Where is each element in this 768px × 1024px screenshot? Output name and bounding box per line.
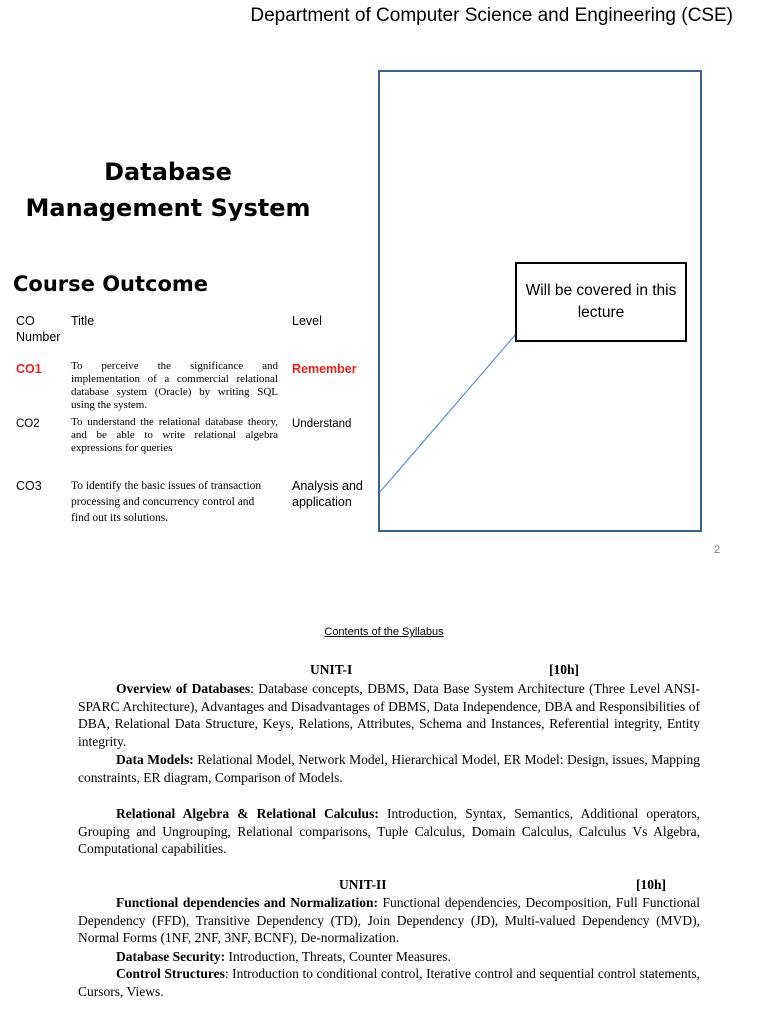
fd-label: Functional dependencies and Normalization: bbox=[116, 895, 378, 910]
unit1-overview bbox=[78, 680, 700, 750]
co1-id: CO1 bbox=[16, 362, 42, 376]
control-text: : Introduction to conditional control, Iterative control and sequential control statements, Cursors, Views. bbox=[78, 966, 700, 999]
control-label: Control Structures bbox=[116, 966, 225, 981]
title-line-1: Database bbox=[104, 158, 232, 186]
header-title: Title bbox=[71, 314, 95, 328]
unit2-functional-dependencies bbox=[78, 894, 700, 947]
syllabus-title: Contents of the Syllabus bbox=[324, 626, 444, 638]
unit1-relational-algebra bbox=[78, 805, 700, 858]
overview-label: Overview of Databases bbox=[116, 681, 251, 696]
security-label: Database Security: bbox=[116, 949, 226, 964]
header-co-number bbox=[16, 313, 60, 345]
callout-box: Will be covered in this lecture bbox=[515, 262, 687, 342]
co3-level: Analysis and application bbox=[292, 479, 363, 509]
data-models-label: Data Models: bbox=[116, 752, 194, 767]
unit2-hours: [10h] bbox=[636, 877, 666, 892]
unit1-heading: UNIT-I bbox=[310, 662, 353, 677]
co3-id: CO3 bbox=[16, 479, 42, 493]
relational-algebra-text: Introduction, Syntax, Semantics, Additional operators, Grouping and Ungrouping, Relational comparisons, Tuple Calculus, Domain Calculus, Calculus Vs Algebra, Computational capabilities. bbox=[78, 806, 700, 857]
page-number: 2 bbox=[714, 544, 721, 556]
department-header: Department of Computer Science and Engineering (CSE) bbox=[250, 5, 733, 26]
unit1-data-models bbox=[78, 751, 700, 786]
header-level: Level bbox=[292, 314, 322, 328]
unit2-heading: UNIT-II bbox=[339, 877, 387, 892]
co2-title: To understand the relational database theory, and be able to write relational algebra expressions for queries bbox=[71, 416, 278, 454]
fd-text: Functional dependencies, Decomposition, Full Functional Dependency (FFD), Transitive Dependency (TD), Join Dependency (JD), Multi-valued Dependency (MVD), Normal Forms (1NF, 2NF, 3NF, BCNF), De-normalization. bbox=[78, 895, 701, 946]
security-text: Introduction, Threats, Counter Measures. bbox=[225, 949, 451, 964]
co3-title: To identify the basic issues of transaction processing and concurrency control and find out its solutions. bbox=[71, 480, 262, 524]
co2-id: CO2 bbox=[16, 418, 40, 430]
course-outcome-heading: Course Outcome bbox=[13, 272, 209, 296]
slide-title bbox=[10, 154, 326, 226]
unit2-control-structures bbox=[78, 965, 700, 1000]
data-models-text: Relational Model, Network Model, Hierarchical Model, ER Model: Design, issues, Mapping constraints, ER diagram, Comparison of Models. bbox=[78, 752, 700, 785]
header-co-line1: CO bbox=[16, 314, 35, 328]
unit1-hours: [10h] bbox=[549, 662, 579, 677]
relational-algebra-label: Relational Algebra & Relational Calculus: bbox=[116, 806, 379, 821]
header-co-line2: Number bbox=[16, 330, 61, 344]
overview-text: : Database concepts, DBMS, Data Base System Architecture (Three Level ANSI-SPARC Architecture), Advantages and Disadvantages of DBMS, Data Independence, DBA and Responsibilities of DBA, Relational Data Structure, Keys, Relations, Attributes, Schema and Instances, Referential integrity, Entity integrity. bbox=[78, 681, 700, 749]
co1-level: Remember bbox=[292, 362, 357, 376]
co1-title: To perceive the significance and implementation of a commercial relational database system (Oracle) by writing SQL using the system. bbox=[71, 360, 278, 411]
title-line-2: Management System bbox=[25, 194, 311, 222]
unit2-database-security bbox=[78, 948, 700, 966]
co2-level: Understand bbox=[292, 418, 352, 430]
